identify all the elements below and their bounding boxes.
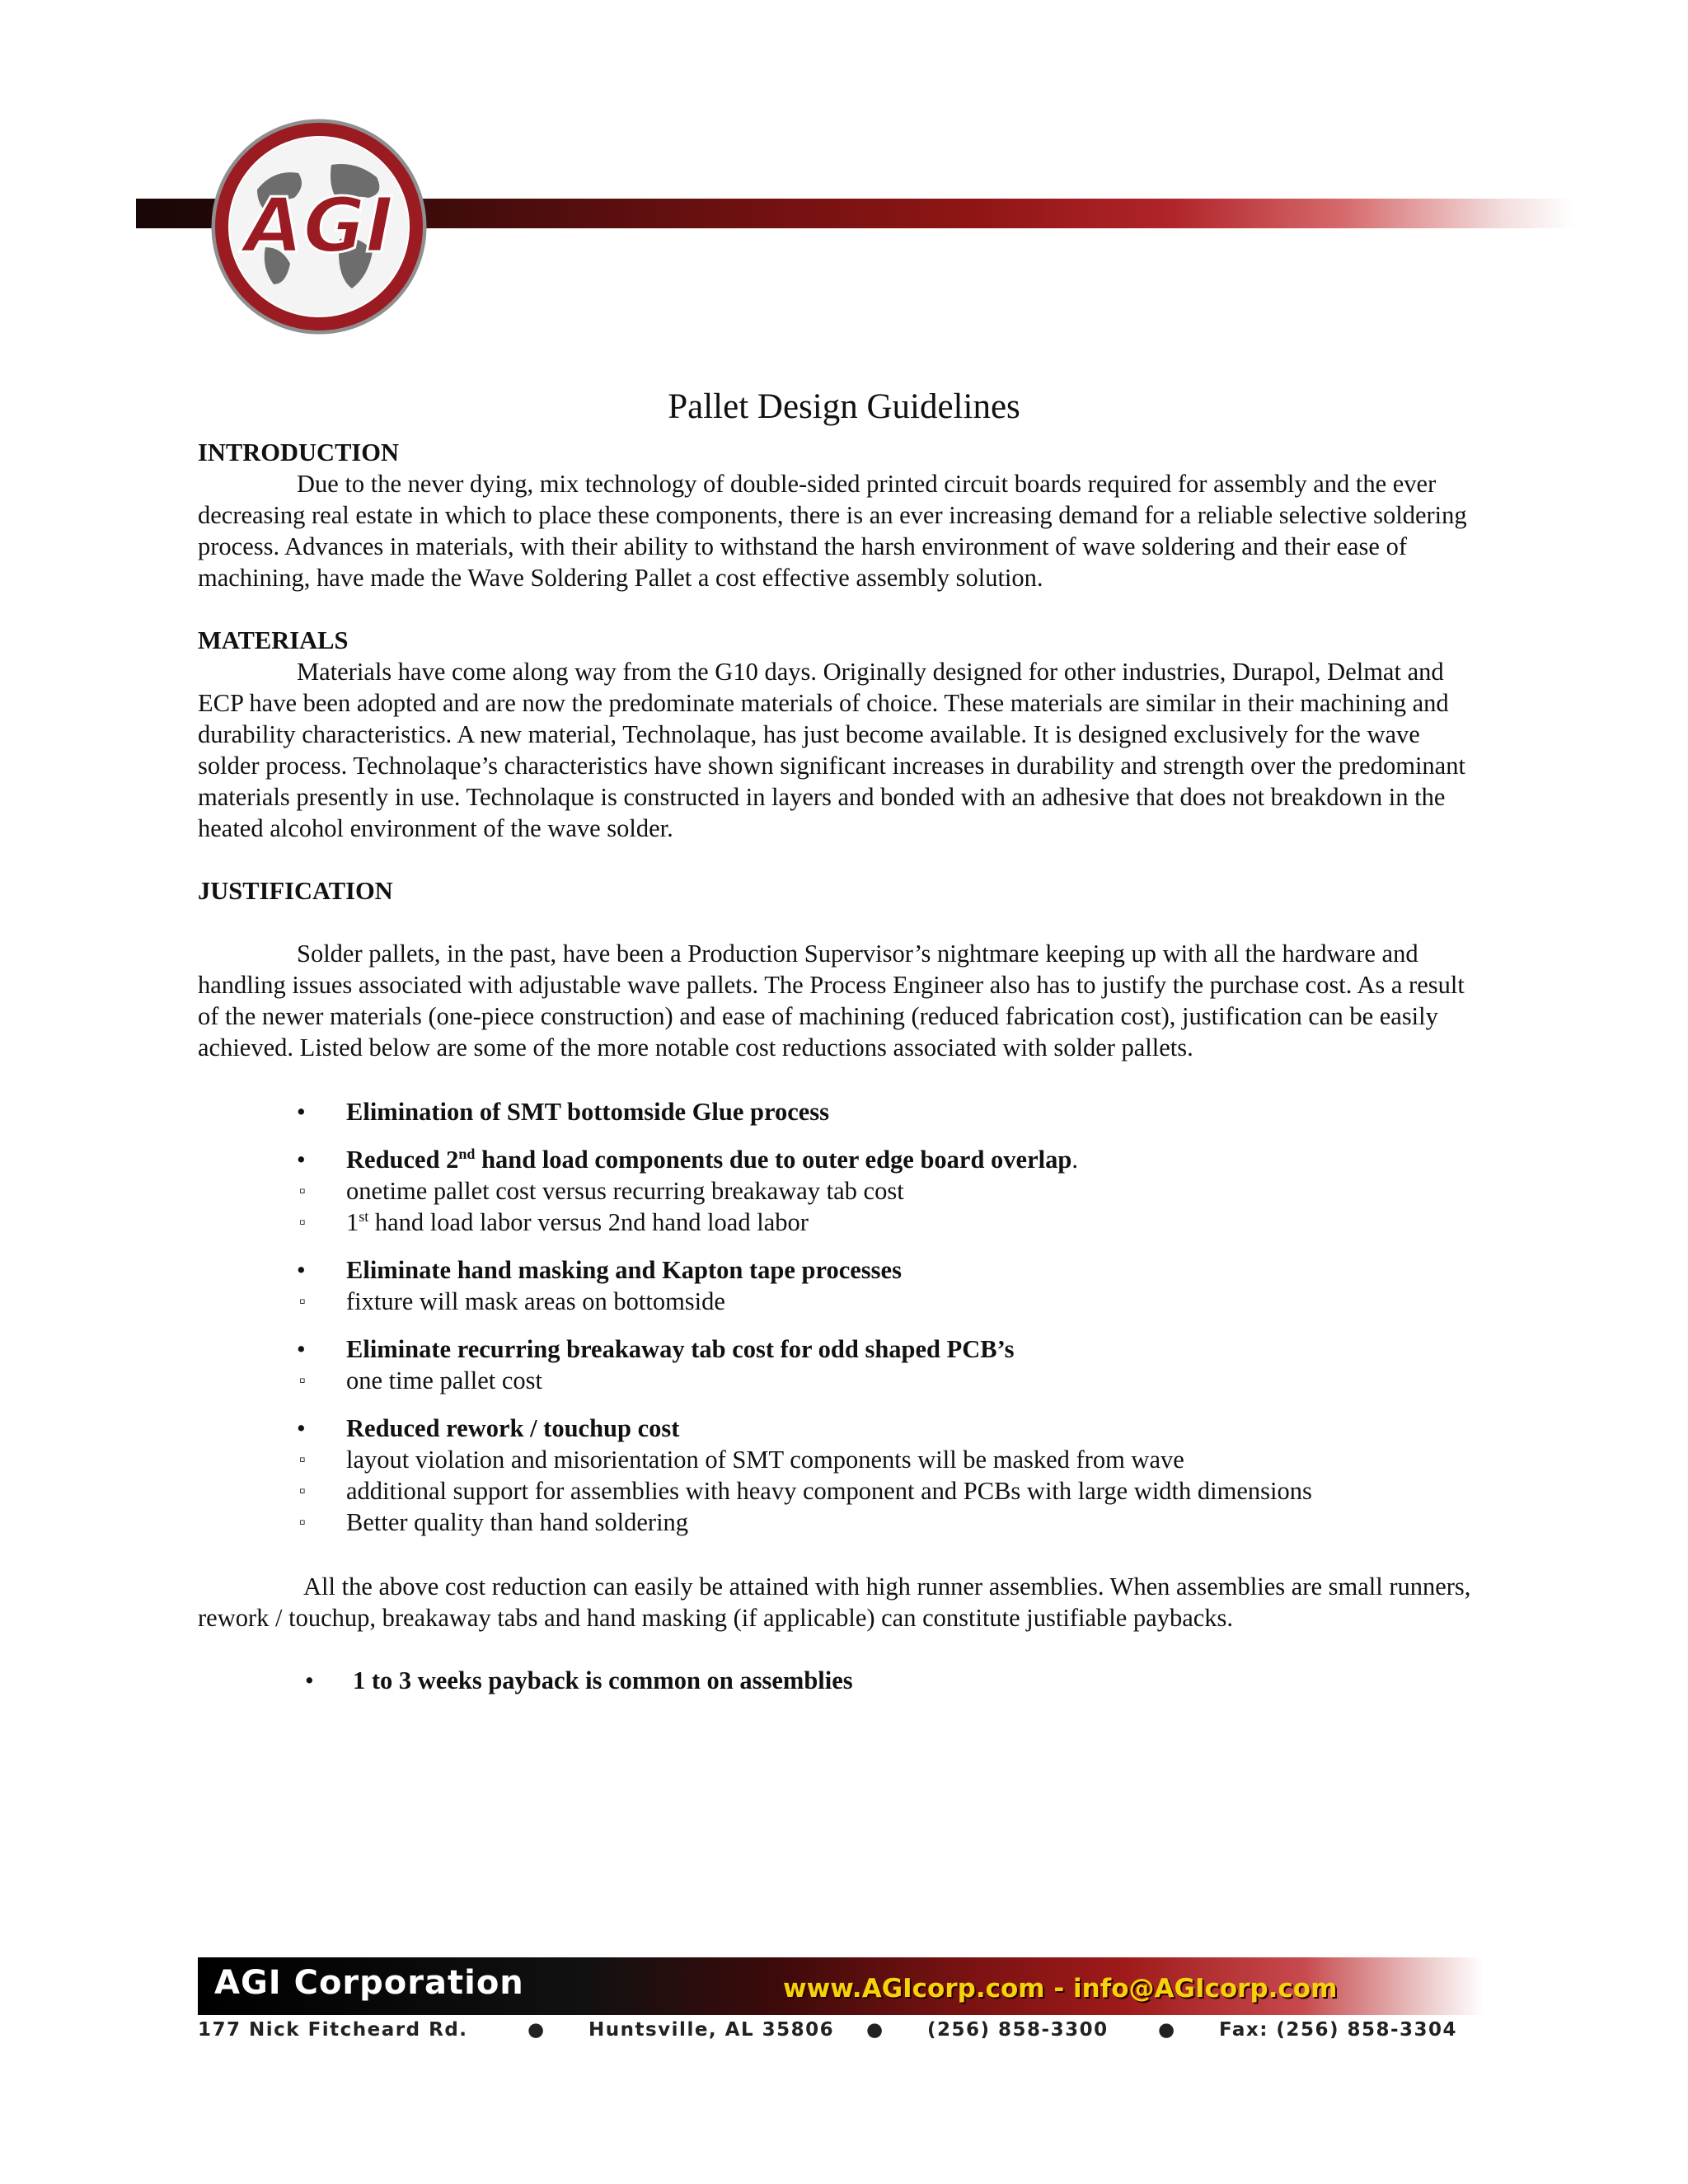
superscript: nd	[458, 1145, 476, 1162]
list-item	[297, 1096, 1484, 1127]
list-item	[305, 1665, 1484, 1696]
footer-separator: ●	[866, 2019, 884, 2041]
agi-globe-logo	[208, 115, 430, 338]
list-item	[297, 1333, 1484, 1396]
footer-separator: ●	[528, 2019, 546, 2041]
footer-city: Huntsville, AL 35806	[588, 2019, 835, 2041]
footer-separator: ●	[1158, 2019, 1176, 2041]
footer-address-line	[198, 2019, 1484, 2041]
footer-web-email: www.AGIcorp.com - info@AGIcorp.com	[783, 1974, 1338, 2004]
document-title: Pallet Design Guidelines	[668, 387, 1020, 426]
justification-heading: JUSTIFICATION	[198, 877, 393, 905]
sub-list-item: ▫ Better quality than hand soldering	[299, 1508, 689, 1536]
bullet-text: hand load components due to outer edge board overlap	[475, 1146, 1072, 1174]
sub-bullet-text: 1	[346, 1208, 359, 1236]
footer-fax: Fax: (256) 858-3304	[1219, 2019, 1458, 2041]
bullet-text: Elimination of SMT bottomside Glue process	[346, 1098, 830, 1126]
sub-list-item: ▫ one time pallet cost	[299, 1366, 542, 1394]
sub-list-item: ▫ additional support for assemblies with heavy component and PCBs with large width dimensions	[299, 1477, 1312, 1505]
footer-company: AGI Corporation	[214, 1964, 524, 2002]
logo-text: AGI	[244, 181, 394, 269]
bullet-text: Reduced 2	[346, 1146, 459, 1174]
footer-phone: (256) 858-3300	[927, 2019, 1109, 2041]
list-item	[297, 1413, 1484, 1538]
sub-list-item: ▫ 1st hand load labor versus 2nd hand load labor	[299, 1207, 809, 1236]
justification-paragraph: Solder pallets, in the past, have been a Production Supervisor’s nightmare keeping up with all the hardware and handling issues associated with adjustable wave pallets. The Process Engineer also has to justify the purchase cost. As a result of the newer materials (one-piece construction) and ease of machining (reduced fabrication cost), justification can be easily achieved. Listed below are some of the more notable cost reductions associated with solder pallets.	[198, 940, 1465, 1062]
materials-heading: MATERIALS	[198, 626, 349, 654]
sub-list-item: ▫ fixture will mask areas on bottomside	[299, 1287, 725, 1315]
sub-bullet-text: additional support for assemblies with heavy component and PCBs with large width dimensions	[346, 1477, 1312, 1505]
bullet-text: Eliminate recurring breakaway tab cost for odd shaped PCB’s	[346, 1335, 1015, 1363]
footer-address: 177 Nick Fitcheard Rd.	[198, 2019, 468, 2041]
bullet-text: 1 to 3 weeks payback is common on assemblies	[353, 1666, 853, 1694]
list-item	[297, 1254, 1484, 1317]
materials-paragraph: Materials have come along way from the G10 days. Originally designed for other industries, Durapol, Delmat and ECP have been adopted and are now the predominate materials of choice. These materials are similar in their machining and durability characteristics. A new material, Technolaque, has just become available. It is designed exclusively for the wave solder process. Technolaque’s characteristics have shown significant increases in durability and strength over the predominant materials presently in use. Technolaque is constructed in layers and bonded with an adhesive that does not breakdown in the heated alcohol environment of the wave solder.	[198, 658, 1465, 842]
sub-bullet-text: onetime pallet cost versus recurring breakaway tab cost	[346, 1177, 904, 1205]
sub-bullet-text: fixture will mask areas on bottomside	[346, 1287, 725, 1315]
document-body	[198, 437, 1484, 1696]
bullet-text: Reduced rework / touchup cost	[346, 1414, 680, 1442]
closing-paragraph: All the above cost reduction can easily be attained with high runner assemblies. When assemblies are small runners, rework / touchup, breakaway tabs and hand masking (if applicable) can constitute justifiable paybacks.	[198, 1572, 1471, 1632]
superscript: st	[359, 1207, 369, 1225]
list-item	[297, 1144, 1484, 1238]
sub-bullet-text: Better quality than hand soldering	[346, 1508, 689, 1536]
footer-banner	[198, 1957, 1484, 2015]
introduction-paragraph: Due to the never dying, mix technology of double-sided printed circuit boards required for assembly and the ever decreasing real estate in which to place these components, there is an ever increasing demand for a reliable selective soldering process. Advances in materials, with their ability to withstand the harsh environment of wave soldering and their ease of machining, have made the Wave Soldering Pallet a cost effective assembly solution.	[198, 470, 1467, 592]
sub-list-item: ▫ layout violation and misorientation of SMT components will be masked from wave	[299, 1446, 1184, 1474]
sub-bullet-text: one time pallet cost	[346, 1366, 542, 1394]
sub-bullet-text: hand load labor versus 2nd hand load labor	[368, 1208, 809, 1236]
payback-list	[198, 1665, 1484, 1696]
sub-list-item: ▫ onetime pallet cost versus recurring breakaway tab cost	[299, 1177, 904, 1205]
bullet-text: Eliminate hand masking and Kapton tape processes	[346, 1256, 902, 1284]
cost-reduction-list	[198, 1096, 1484, 1538]
bullet-period: .	[1071, 1146, 1078, 1174]
introduction-heading: INTRODUCTION	[198, 438, 400, 466]
sub-bullet-text: layout violation and misorientation of SMT components will be masked from wave	[346, 1446, 1184, 1474]
